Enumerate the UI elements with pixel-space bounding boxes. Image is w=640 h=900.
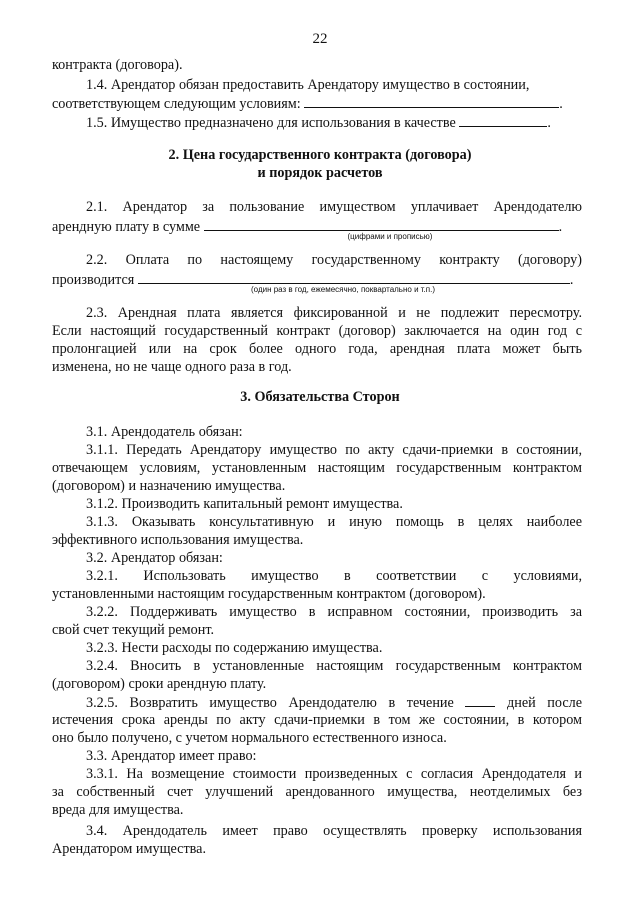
text-line: эффективного использования имущества. bbox=[52, 532, 304, 548]
text-line: 2.1. Арендатор за пользование имуществом уплачивает Арендодателю bbox=[86, 199, 582, 215]
text-line: истечения срока аренды по акту сдачи-приемки в том же состоянии, в котором bbox=[52, 712, 582, 728]
blank-hint: (один раз в год, ежемесячно, поквартально и т.п.) bbox=[251, 285, 435, 294]
text-line: Если настоящий государственный контракт (договор) заключается на один год с bbox=[52, 323, 582, 339]
text-line: 3.2.4. Вносить в установленные настоящим государственным контрактом bbox=[86, 658, 582, 674]
text-line: вреда для имущества. bbox=[52, 802, 184, 818]
text-line: изменена, но не чаще одного раза в год. bbox=[52, 359, 292, 375]
text-line: (договором) и назначению имущества. bbox=[52, 478, 286, 494]
section-title: 2. Цена государственного контракта (договора) bbox=[168, 147, 472, 163]
text-line: 3.2.3. Нести расходы по содержанию имущества. bbox=[86, 640, 383, 656]
fill-in-blank bbox=[138, 270, 570, 284]
text-line: 1.4. Арендатор обязан предоставить Арендатору имущество в состоянии, bbox=[86, 77, 530, 93]
text-line-with-blank: арендную плату в сумме . bbox=[52, 219, 563, 235]
text: 1.5. Имущество предназначено для использования в качестве bbox=[86, 115, 456, 131]
text-line: 3.1.1. Передать Арендатору имущество по акту сдачи-приемки в состоянии, bbox=[86, 442, 582, 458]
text-line: 3.2. Арендатор обязан: bbox=[86, 550, 223, 566]
text-line: оно было получено, с учетом нормального естественного износа. bbox=[52, 730, 447, 746]
text-line: 3.1.2. Производить капитальный ремонт имущества. bbox=[86, 496, 403, 512]
text-line-with-blank: соответствующем следующим условиям: . bbox=[52, 96, 563, 112]
text-line: пролонгацией или на срок более одного года, арендная плата может быть bbox=[52, 341, 582, 357]
text: 3.2.5. Возвратить имущество Арендодателю в течение bbox=[86, 695, 454, 711]
text-line: Арендатором имущества. bbox=[52, 841, 207, 857]
text: дней после bbox=[507, 695, 583, 711]
text-line: 3.2.1. Использовать имущество в соответствии с условиями, bbox=[86, 568, 582, 584]
text-line: 3.3.1. На возмещение стоимости произведенных с согласия Арендодателя и bbox=[86, 766, 582, 782]
section-title: и порядок расчетов bbox=[257, 165, 383, 181]
text-line: 3.1. Арендодатель обязан: bbox=[86, 424, 243, 440]
section-title: 3. Обязательства Сторон bbox=[240, 389, 400, 405]
text-line: 3.4. Арендодатель имеет право осуществлять проверку использования bbox=[86, 823, 582, 839]
page-number: 22 bbox=[312, 31, 328, 47]
text: соответствующем следующим условиям: bbox=[52, 96, 301, 112]
text-line: 2.3. Арендная плата является фиксированной и не подлежит пересмотру. bbox=[86, 305, 582, 321]
text-line: 3.1.3. Оказывать консультативную и иную помощь в целях наиболее bbox=[86, 514, 582, 530]
text-line-with-blank bbox=[86, 693, 582, 712]
text-line: отвечающем условиям, установленным настоящим государственным контрактом bbox=[52, 460, 582, 476]
text-line: контракта (договора). bbox=[52, 57, 183, 73]
text-line: 3.3. Арендатор имеет право: bbox=[86, 748, 257, 764]
text-line: 2.2. Оплата по настоящему государственному контракту (договору) bbox=[86, 252, 582, 268]
text-line-with-blank: производится . bbox=[52, 272, 574, 288]
text-line-with-blank: 1.5. Имущество предназначено для использования в качестве . bbox=[86, 115, 551, 131]
text-line: (договором) сроки арендную плату. bbox=[52, 676, 267, 692]
text: производится bbox=[52, 272, 135, 288]
fill-in-blank bbox=[204, 217, 559, 231]
text-line: установленными настоящим государственным контрактом (договором). bbox=[52, 586, 486, 602]
text-line: 3.2.2. Поддерживать имущество в исправном состоянии, производить за bbox=[86, 604, 582, 620]
fill-in-blank bbox=[465, 693, 495, 707]
fill-in-blank bbox=[459, 113, 547, 127]
blank-hint: (цифрами и прописью) bbox=[347, 232, 433, 241]
fill-in-blank bbox=[304, 94, 559, 108]
text-line: свой счет текущий ремонт. bbox=[52, 622, 214, 638]
text-line: за собственный счет улучшений арендованного имущества, неотделимых без bbox=[52, 784, 582, 800]
text: арендную плату в сумме bbox=[52, 219, 201, 235]
